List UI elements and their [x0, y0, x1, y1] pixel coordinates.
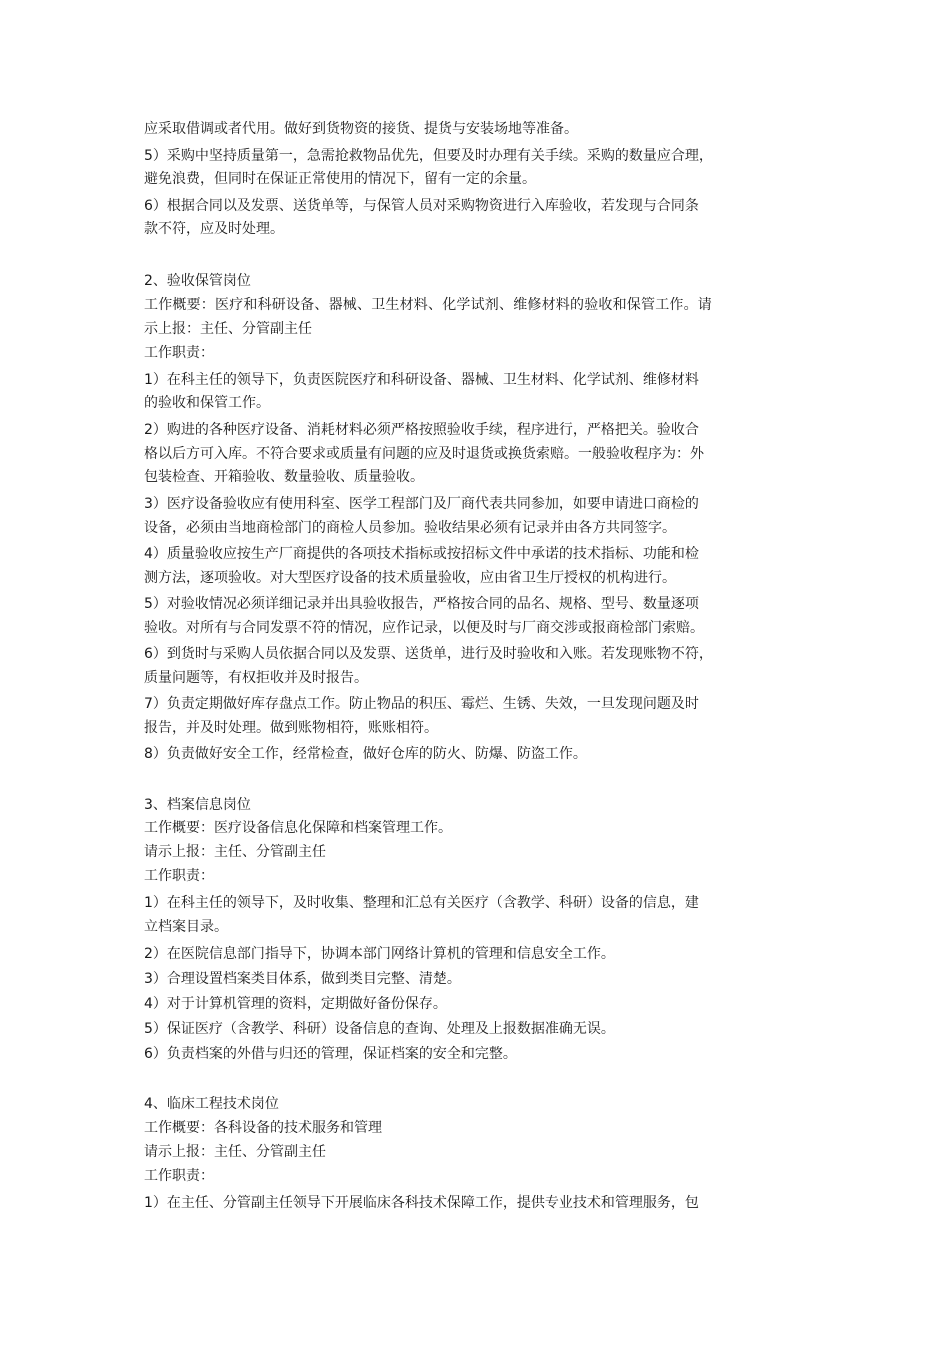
text-line: 工作职责： [144, 345, 214, 361]
text-line: 的验收和保管工作。 [144, 395, 270, 411]
text-line: 请示上报：主任、分管副主任 [144, 844, 326, 860]
text-line: 5）对验收情况必须详细记录并出具验收报告，严格按合同的品名、规格、型号、数量逐项 [144, 596, 699, 612]
text-line: 验收。对所有与合同发票不符的情况，应作记录，以便及时与厂商交涉或报商检部门索赔。 [144, 620, 704, 636]
text-line: 请示上报：主任、分管副主任 [144, 1144, 326, 1160]
text-line: 3）医疗设备验收应有使用科室、医学工程部门及厂商代表共同参加，如要申请进口商检的 [144, 496, 699, 512]
text-line: 6）到货时与采购人员依据合同以及发票、送货单，进行及时验收和入账。若发现账物不符， [144, 646, 713, 662]
text-line: 避免浪费，但同时在保证正常使用的情况下，留有一定的余量。 [144, 171, 536, 187]
text-line: 2）购进的各种医疗设备、消耗材料必须严格按照验收手续，程序进行，严格把关。验收合 [144, 422, 699, 438]
text-line: 6）负责档案的外借与归还的管理，保证档案的安全和完整。 [144, 1046, 517, 1062]
text-line: 5）采购中坚持质量第一，急需抢救物品优先，但要及时办理有关手续。采购的数量应合理， [144, 148, 713, 164]
text-line: 款不符，应及时处理。 [144, 221, 284, 237]
text-line: 包装检查、开箱验收、数量验收、质量验收。 [144, 469, 424, 485]
text-line: 设备，必须由当地商检部门的商检人员参加。验收结果必须有记录并由各方共同签字。 [144, 520, 676, 536]
text-line: 1）在主任、分管副主任领导下开展临床各科技术保障工作，提供专业技术和管理服务，包 [144, 1195, 699, 1211]
text-line: 工作职责： [144, 868, 214, 884]
text-line: 1）在科主任的领导下，负责医院医疗和科研设备、器械、卫生材料、化学试剂、维修材料 [144, 372, 699, 388]
text-line: 1）在科主任的领导下，及时收集、整理和汇总有关医疗（含教学、科研）设备的信息，建 [144, 895, 699, 911]
text-line: 测方法，逐项验收。对大型医疗设备的技术质量验收，应由省卫生厅授权的机构进行。 [144, 570, 676, 586]
text-line: 质量问题等，有权拒收并及时报告。 [144, 670, 368, 686]
text-line: 应采取借调或者代用。做好到货物资的接货、提货与安装场地等准备。 [144, 121, 578, 137]
text-line: 格以后方可入库。不符合要求或质量有问题的应及时退货或换货索赔。一般验收程序为：外 [144, 446, 704, 462]
text-line: 工作概要：各科设备的技术服务和管理 [144, 1120, 382, 1136]
text-line: 示上报：主任、分管副主任 [144, 321, 312, 337]
text-line: 立档案目录。 [144, 919, 228, 935]
text-line: 4）质量验收应按生产厂商提供的各项技术指标或按招标文件中承诺的技术指标、功能和检 [144, 546, 699, 562]
text-line: 工作概要：医疗设备信息化保障和档案管理工作。 [144, 820, 452, 836]
section-heading: 3、档案信息岗位 [144, 797, 251, 813]
text-line: 2）在医院信息部门指导下，协调本部门网络计算机的管理和信息安全工作。 [144, 946, 615, 962]
text-line: 5）保证医疗（含教学、科研）设备信息的查询、处理及上报数据准确无误。 [144, 1021, 615, 1037]
text-line: 7）负责定期做好库存盘点工作。防止物品的积压、霉烂、生锈、失效，一旦发现问题及时 [144, 696, 699, 712]
text-line: 3）合理设置档案类目体系，做到类目完整、清楚。 [144, 971, 461, 987]
section-heading: 2、验收保管岗位 [144, 273, 251, 289]
text-line: 8）负责做好安全工作，经常检查，做好仓库的防火、防爆、防盗工作。 [144, 746, 587, 762]
text-line: 报告，并及时处理。做到账物相符，账账相符。 [144, 720, 438, 736]
section-heading: 4、临床工程技术岗位 [144, 1096, 279, 1112]
text-line: 4）对于计算机管理的资料，定期做好备份保存。 [144, 996, 447, 1012]
text-line: 6）根据合同以及发票、送货单等，与保管人员对采购物资进行入库验收，若发现与合同条 [144, 198, 699, 214]
text-line: 工作职责： [144, 1168, 214, 1184]
text-line: 工作概要：医疗和科研设备、器械、卫生材料、化学试剂、维修材料的验收和保管工作。请 [144, 297, 712, 313]
